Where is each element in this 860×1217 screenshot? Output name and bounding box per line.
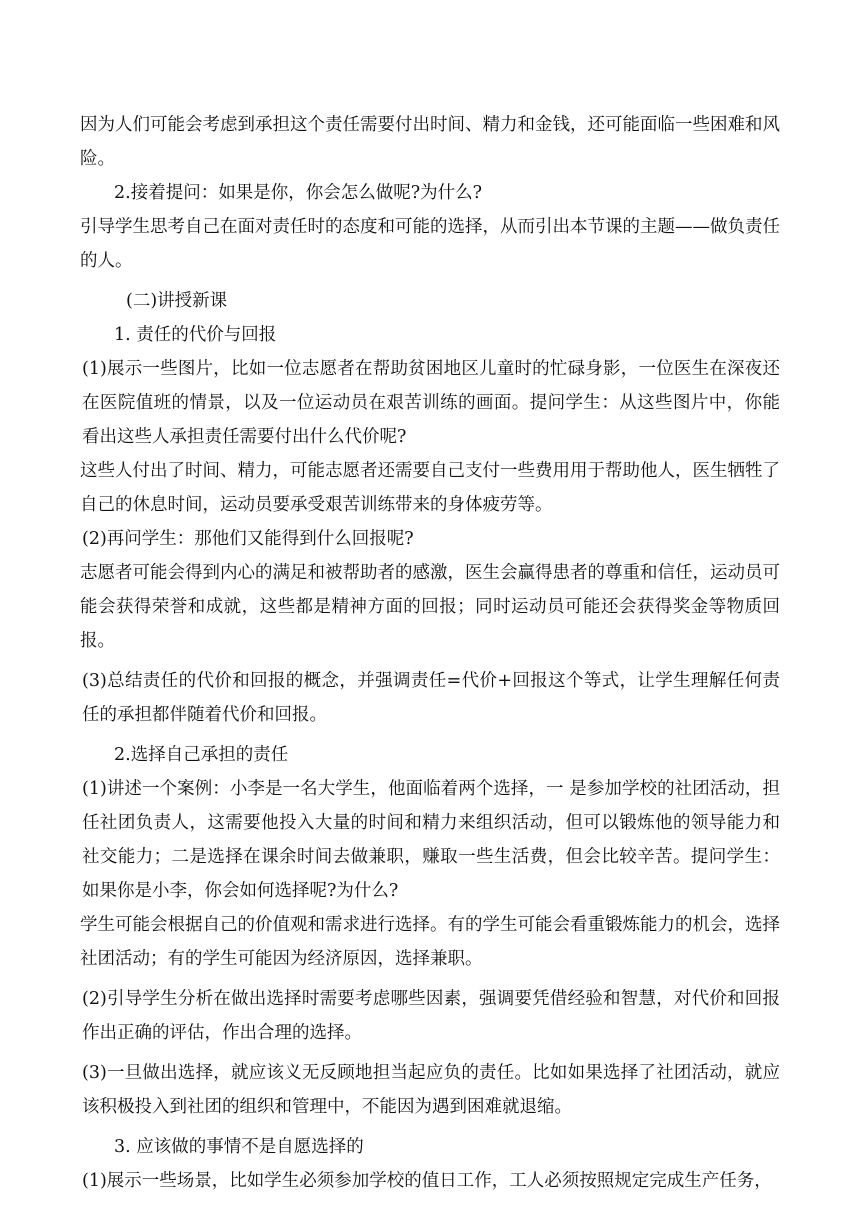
subheading-choose-responsibility: 2.选择自己承担的责任 (114, 745, 289, 765)
paragraph-step-1-2: (2)再问学生：那他们又能得到什么回报呢? (82, 529, 414, 549)
paragraph-step-3-1: (1)展示一些场景，比如学生必须参加学校的值日工作，工人必须按照规定完成生产任务， (82, 1171, 772, 1191)
paragraph-guide-thinking: 引导学生思考自己在面对责任时的态度和可能的选择，从而引出本节课的主题——做负责任的人。 (80, 217, 780, 271)
paragraph-step-2-2: (2)引导学生分析在做出选择时需要考虑哪些因素，强调要凭借经验和智慧，对代价和回报作出正确的评估，作出合理的选择。 (82, 989, 780, 1043)
paragraph-intro-reason: 因为人们可能会考虑到承担这个责任需要付出时间、精力和金钱，还可能面临一些困难和风险。 (80, 115, 780, 169)
paragraph-step-2-1: (1)讲述一个案例：小李是一名大学生，他面临着两个选择，一 是参加学校的社团活动，担任社团负责人，这需要他投入大量的时间和精力来组织活动，但可以锻炼他的领导能力和社交能力；二是选择在课余时间去做兼职，赚取一些生活费，但会比较辛苦。提问学生：如果你是小李，你会如何选择呢?为什么? (82, 779, 780, 901)
subheading-cost-and-reward: 1. 责任的代价与回报 (114, 325, 277, 345)
paragraph-step-2-3: (3)一旦做出选择，就应该义无反顾地担当起应负的责任。比如如果选择了社团活动，就应该积极投入到社团的组织和管理中，不能因为遇到困难就退缩。 (82, 1063, 780, 1117)
paragraph-answer-1-1: 这些人付出了时间、精力，可能志愿者还需要自己支付一些费用用于帮助他人，医生牺牲了自己的休息时间，运动员要承受艰苦训练带来的身体疲劳等。 (80, 461, 780, 515)
document-page (80, 108, 780, 1198)
paragraph-question-2: 2.接着提问：如果是你，你会怎么做呢?为什么? (114, 183, 482, 203)
paragraph-step-1-3: (3)总结责任的代价和回报的概念，并强调责任=代价+回报这个等式，让学生理解任何责任的承担都伴随着代价和回报。 (82, 671, 780, 725)
section-heading-new-lesson: (二)讲授新课 (126, 291, 228, 311)
subheading-not-voluntary: 3. 应该做的事情不是自愿选择的 (114, 1137, 364, 1157)
paragraph-answer-1-2: 志愿者可能会得到内心的满足和被帮助者的感激，医生会赢得患者的尊重和信任，运动员可能会获得荣誉和成就，这些都是精神方面的回报；同时运动员可能还会获得奖金等物质回报。 (80, 563, 780, 651)
paragraph-answer-2-1: 学生可能会根据自己的价值观和需求进行选择。有的学生可能会看重锻炼能力的机会，选择社团活动；有的学生可能因为经济原因，选择兼职。 (80, 915, 780, 969)
paragraph-step-1-1: (1)展示一些图片，比如一位志愿者在帮助贫困地区儿童时的忙碌身影，一位医生在深夜还在医院值班的情景，以及一位运动员在艰苦训练的画面。提问学生：从这些图片中，你能看出这些人承担责任需要付出什么代价呢? (82, 359, 780, 447)
